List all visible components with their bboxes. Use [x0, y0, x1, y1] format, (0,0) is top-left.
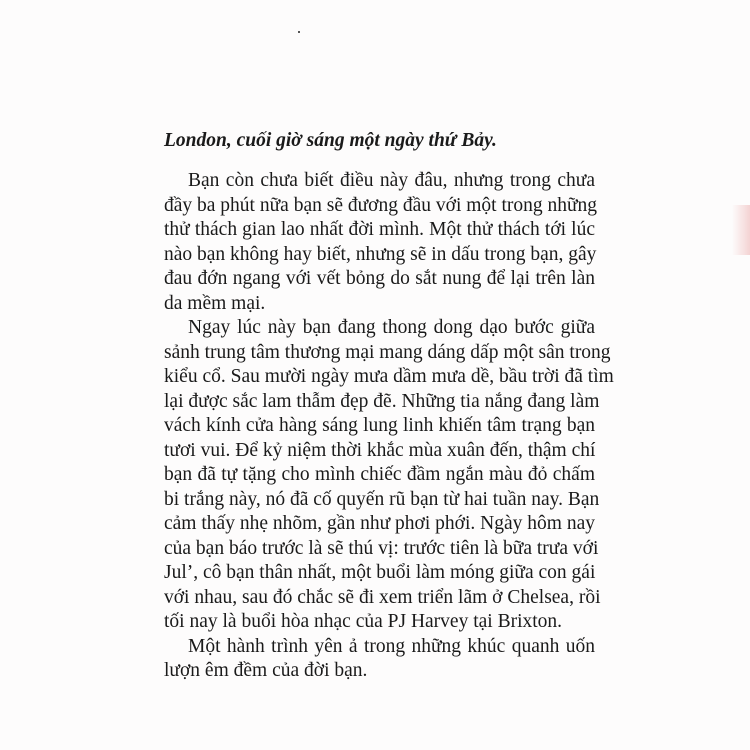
- paragraph: [164, 316, 614, 635]
- scan-speck: [298, 31, 300, 33]
- text-line: thử thách gian lao nhất đời mình. Một thử thách tới lúc: [164, 219, 595, 240]
- page-edge-mark: [732, 205, 750, 255]
- text-line: kiểu cổ. Sau mười ngày mưa dầm mưa dề, bầu trời đã tìm: [164, 366, 614, 387]
- text-line: Jul’, cô bạn thân nhất, một buổi làm móng giữa con gái: [164, 562, 596, 583]
- text-line: Bạn còn chưa biết điều này đâu, nhưng trong chưa: [188, 170, 595, 191]
- text-line: lượn êm đềm của đời bạn.: [164, 660, 368, 681]
- paragraph: [164, 169, 598, 316]
- text-line: tươi vui. Để kỷ niệm thời khắc mùa xuân đến, thậm chí: [164, 439, 596, 461]
- text-line: với nhau, sau đó chắc sẽ đi xem triển lãm ở Chelsea, rồi: [164, 586, 601, 608]
- text-line: Một hành trình yên ả trong những khúc quanh uốn: [188, 635, 595, 657]
- text-line: của bạn báo trước là sẽ thú vị: trước tiên là bữa trưa với: [164, 537, 599, 559]
- text-line: nào bạn không hay biết, nhưng sẽ in dấu trong bạn, gây: [164, 243, 597, 265]
- book-page: [164, 128, 614, 684]
- text-line: lại được sắc lam thẫm đẹp đẽ. Những tia nắng đang làm: [164, 390, 600, 412]
- text-line: cảm thấy nhẹ nhõm, gần như phơi phới. Ngày hôm nay: [164, 513, 595, 534]
- text-line: tối nay là buổi hòa nhạc của PJ Harvey tại Brixton.: [164, 611, 563, 632]
- text-line: đầy ba phút nữa bạn sẽ đương đầu với một trong những: [164, 194, 598, 216]
- text-line: vách kính cửa hàng sáng lung linh khiến tâm trạng bạn: [164, 415, 595, 436]
- scene-heading: London, cuối giờ sáng một ngày thứ Bảy.: [164, 130, 497, 151]
- text-line: bạn đã tự tặng cho mình chiếc đầm ngắn màu đỏ chấm: [164, 464, 595, 485]
- paragraph: [164, 635, 595, 684]
- text-line: da mềm mại.: [164, 292, 266, 314]
- text-line: đau đớn ngang với vết bỏng do sắt nung để lại trên làn: [164, 268, 595, 289]
- page-body: [164, 169, 614, 684]
- text-line: sảnh trung tâm thương mại mang dáng dấp một sân trong: [164, 341, 611, 363]
- text-line: Ngay lúc này bạn đang thong dong dạo bước giữa: [188, 317, 595, 338]
- text-line: bi trắng này, nó đã cố quyến rũ bạn từ hai tuần nay. Bạn: [164, 488, 600, 510]
